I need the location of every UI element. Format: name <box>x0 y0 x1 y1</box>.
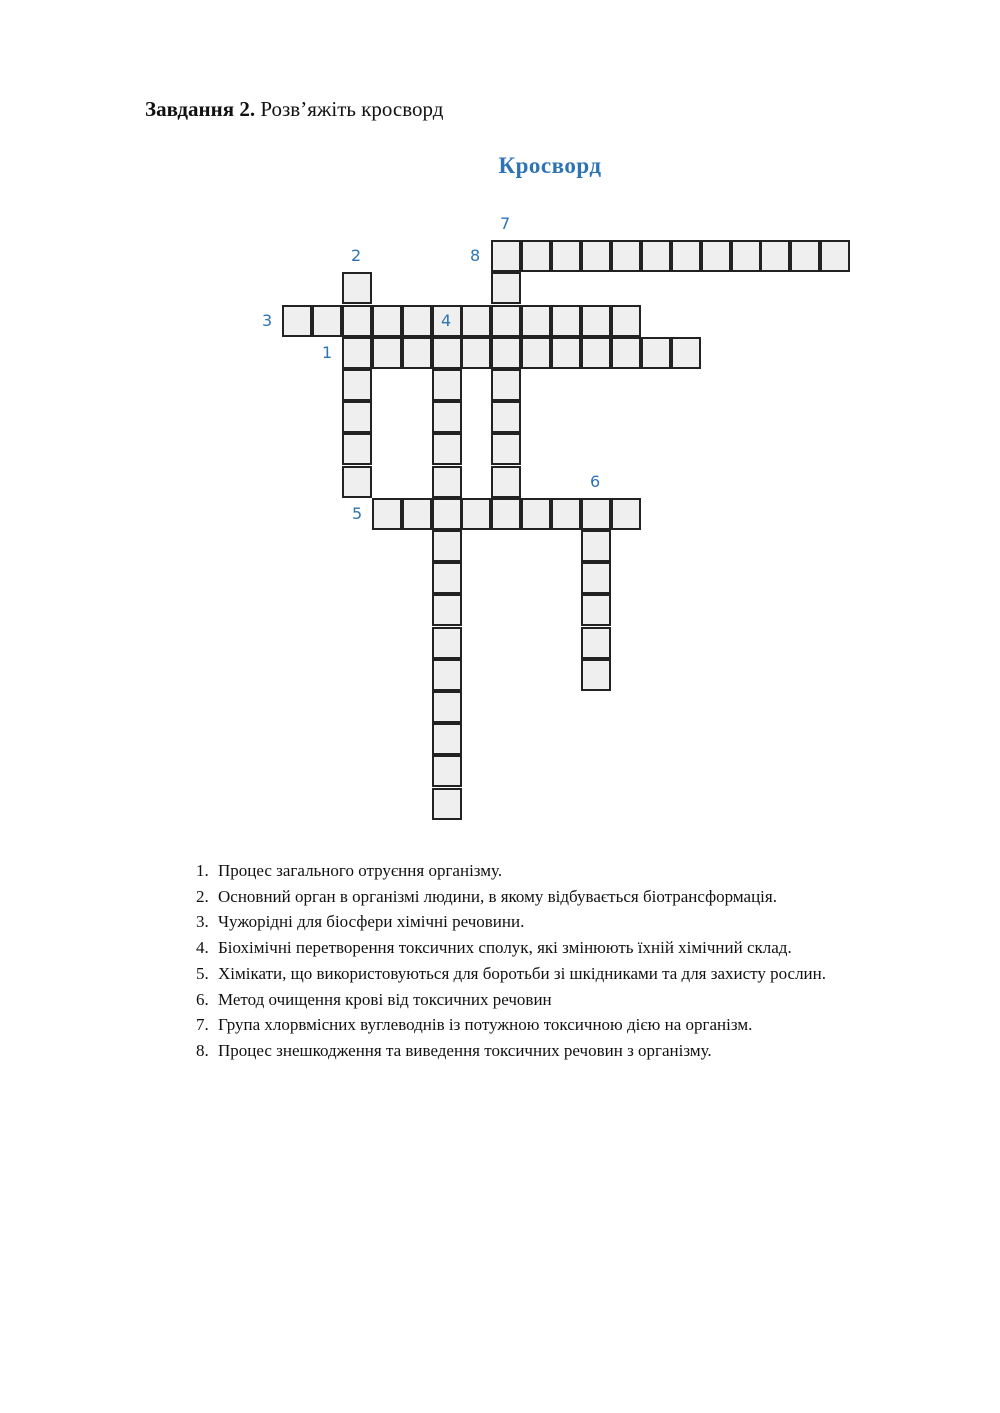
crossword-cell[interactable] <box>491 272 521 304</box>
clue-number: 7. <box>196 1015 209 1035</box>
crossword-cell[interactable] <box>491 401 521 433</box>
crossword-cell[interactable] <box>611 240 641 272</box>
crossword-cell[interactable] <box>641 240 671 272</box>
crossword-cell[interactable] <box>611 498 641 530</box>
crossword-cell[interactable] <box>282 305 312 337</box>
clue-item <box>196 987 826 1013</box>
crossword-cell[interactable] <box>551 240 581 272</box>
clue-number: 3. <box>196 912 209 932</box>
clue-text: Метод очищення крові від токсичних речовин <box>218 989 552 1009</box>
clue-number-label-4: 4 <box>441 311 452 330</box>
crossword-title: Кросворд <box>498 153 602 178</box>
crossword-cell[interactable] <box>551 337 581 369</box>
task-text: Розв’яжіть кросворд <box>260 97 444 121</box>
clue-item <box>196 961 826 987</box>
crossword-cell[interactable] <box>581 562 611 594</box>
crossword-cell[interactable] <box>491 369 521 401</box>
crossword-cell[interactable] <box>521 240 551 272</box>
clue-text: Біохімічні перетворення токсичних сполук, які змінюють їхній хімічний склад. <box>218 938 792 958</box>
crossword-cell[interactable] <box>760 240 790 272</box>
clue-number-label-7: 7 <box>500 214 511 233</box>
crossword-cell[interactable] <box>402 498 432 530</box>
crossword-cell[interactable] <box>491 433 521 465</box>
crossword-cell[interactable] <box>372 337 402 369</box>
crossword-cell[interactable] <box>432 530 462 562</box>
crossword-cell[interactable] <box>491 240 521 272</box>
clue-number: 2. <box>196 886 209 906</box>
crossword-cell[interactable] <box>312 305 342 337</box>
crossword-cell[interactable] <box>432 627 462 659</box>
clue-number-label-5: 5 <box>352 504 363 523</box>
crossword-cell[interactable] <box>790 240 820 272</box>
clue-number: 5. <box>196 963 209 983</box>
clue-number-label-8: 8 <box>470 246 481 265</box>
clue-text: Хімікати, що використовуються для боротьби зі шкідниками та для захисту рослин. <box>218 963 826 983</box>
clue-number: 6. <box>196 989 209 1009</box>
clue-number: 8. <box>196 1040 209 1060</box>
crossword-cell[interactable] <box>432 498 462 530</box>
clue-item <box>196 884 826 910</box>
crossword-cell[interactable] <box>342 466 372 498</box>
crossword-cell[interactable] <box>581 498 611 530</box>
crossword-cell[interactable] <box>432 788 462 820</box>
crossword-cell[interactable] <box>581 305 611 337</box>
crossword-cell[interactable] <box>731 240 761 272</box>
task-label: Завдання 2. <box>145 97 256 121</box>
crossword-cell[interactable] <box>372 498 402 530</box>
crossword-cell[interactable] <box>521 305 551 337</box>
crossword-cell[interactable] <box>491 337 521 369</box>
crossword-cell[interactable] <box>641 337 671 369</box>
crossword-cell[interactable] <box>461 337 491 369</box>
crossword-cell[interactable] <box>402 337 432 369</box>
crossword-cell[interactable] <box>521 337 551 369</box>
clue-number: 1. <box>196 861 209 880</box>
crossword-cell[interactable] <box>461 498 491 530</box>
crossword-cell[interactable] <box>402 305 432 337</box>
crossword-cell[interactable] <box>432 369 462 401</box>
crossword-cell[interactable] <box>342 369 372 401</box>
crossword-cell[interactable] <box>491 498 521 530</box>
clue-item <box>196 909 826 935</box>
crossword-cell[interactable] <box>521 498 551 530</box>
clue-number-label-6: 6 <box>590 472 601 491</box>
crossword-cell[interactable] <box>432 562 462 594</box>
crossword-cell[interactable] <box>581 659 611 691</box>
clue-item <box>196 858 826 884</box>
crossword-cell[interactable] <box>551 498 581 530</box>
crossword-cell[interactable] <box>820 240 850 272</box>
crossword-cell[interactable] <box>581 337 611 369</box>
crossword-cell[interactable] <box>342 401 372 433</box>
crossword-cell[interactable] <box>372 305 402 337</box>
clue-item <box>196 935 826 961</box>
clue-number: 4. <box>196 938 209 958</box>
clue-number-label-1: 1 <box>322 343 333 362</box>
crossword-cell[interactable] <box>432 659 462 691</box>
crossword-cell[interactable] <box>491 466 521 498</box>
clue-text: Чужорідні для біосфери хімічні речовини. <box>218 912 525 932</box>
crossword-cell[interactable] <box>432 755 462 787</box>
crossword-cell[interactable] <box>432 401 462 433</box>
crossword-cell[interactable] <box>342 305 372 337</box>
crossword-cell[interactable] <box>342 272 372 304</box>
crossword-cell[interactable] <box>581 530 611 562</box>
crossword-cell[interactable] <box>342 337 372 369</box>
clue-number-label-2: 2 <box>351 246 362 265</box>
crossword-cell[interactable] <box>342 433 372 465</box>
crossword-cell[interactable] <box>611 305 641 337</box>
clue-item <box>196 1012 826 1038</box>
crossword-cell[interactable] <box>491 305 521 337</box>
crossword-cell[interactable] <box>671 337 701 369</box>
crossword-cell[interactable] <box>671 240 701 272</box>
clue-list <box>196 858 826 1064</box>
crossword-cell[interactable] <box>581 594 611 626</box>
crossword-cell[interactable] <box>461 305 491 337</box>
clue-text: Основний орган в організмі людини, в якому відбувається біотрансформація. <box>218 886 777 906</box>
clue-text: Група хлорвмісних вуглеводнів із потужною токсичною дією на організм. <box>218 1015 753 1035</box>
crossword-cell[interactable] <box>432 433 462 465</box>
crossword-cell[interactable] <box>432 337 462 369</box>
crossword-cell[interactable] <box>611 337 641 369</box>
crossword-cell[interactable] <box>432 723 462 755</box>
clue-text: Процес знешкодження та виведення токсичних речовин з організму. <box>218 1040 712 1060</box>
crossword-cell[interactable] <box>701 240 731 272</box>
crossword-cell[interactable] <box>432 594 462 626</box>
crossword-cell[interactable] <box>551 305 581 337</box>
clue-number-label-3: 3 <box>262 311 273 330</box>
clue-text: Процес загального отруєння організму. <box>218 861 503 880</box>
clue-item <box>196 1038 826 1064</box>
crossword-cell[interactable] <box>581 240 611 272</box>
crossword-cell[interactable] <box>581 627 611 659</box>
crossword-cell[interactable] <box>432 691 462 723</box>
crossword-cell[interactable] <box>432 466 462 498</box>
